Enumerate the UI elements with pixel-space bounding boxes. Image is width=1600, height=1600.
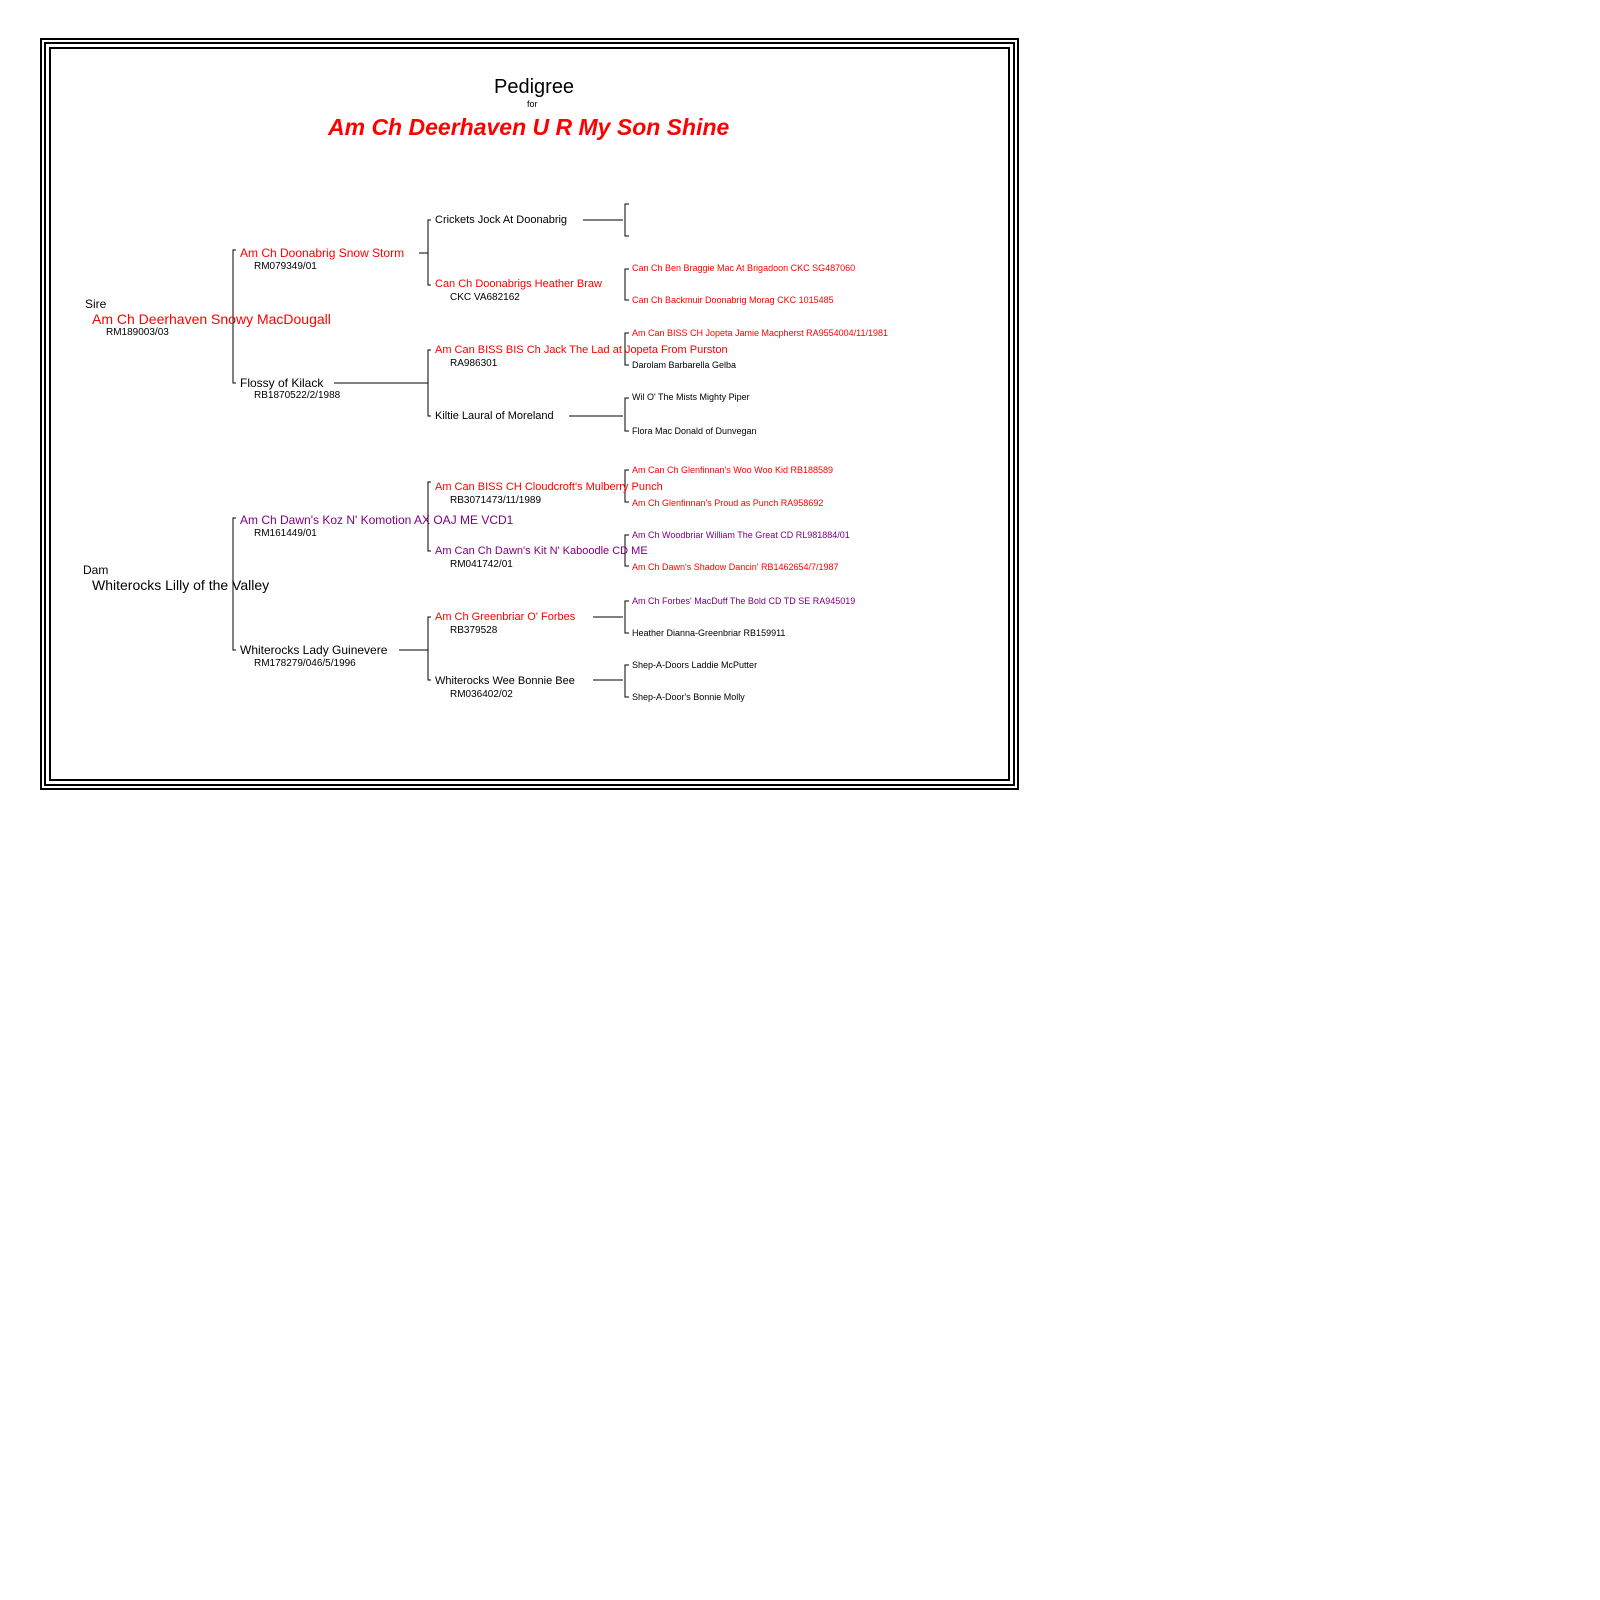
gen4-ancestor: Am Can BISS CH Jopeta Jamie Macpherst RA9554004/11/1981 (632, 328, 888, 338)
gen4-ancestor: Wil O' The Mists Mighty Piper (632, 392, 750, 402)
gen3-dd-dam-reg: RM036402/02 (450, 689, 513, 700)
sire-sire-name: Am Ch Doonabrig Snow Storm (240, 246, 405, 260)
sire-reg: RM189003/03 (106, 327, 169, 338)
dam-dam-name: Whiterocks Lady Guinevere (240, 643, 388, 657)
gen4-ancestor: Am Ch Forbes' MacDuff The Bold CD TD SE RA945019 (632, 596, 856, 606)
dam-dam-reg: RM178279/046/5/1996 (254, 658, 356, 669)
gen4-ancestor: Am Ch Dawn's Shadow Dancin' RB1462654/7/1987 (632, 562, 839, 572)
gen3-ds-sire-reg: RB3071473/11/1989 (450, 495, 542, 506)
gen3-sd-sire-reg: RA986301 (450, 358, 498, 369)
sire-dam-reg: RB1870522/2/1988 (254, 390, 341, 401)
sire-sire-reg: RM079349/01 (254, 261, 317, 272)
gen3-ds-sire: Am Can BISS CH Cloudcroft's Mulberry Punch (435, 481, 663, 493)
gen3-dd-sire-reg: RB379528 (450, 625, 498, 636)
dam-label: Dam (83, 563, 109, 577)
sire-label: Sire (85, 297, 107, 311)
dam-name: Whiterocks Lilly of the Valley (92, 577, 270, 593)
gen3-ss-dam-reg: CKC VA682162 (450, 292, 520, 303)
dam-sire-reg: RM161449/01 (254, 528, 317, 539)
gen3-ss-dam: Can Ch Doonabrigs Heather Braw (435, 278, 602, 290)
for-label: for (527, 99, 538, 109)
gen4-ancestor: Am Ch Woodbriar William The Great CD RL981884/01 (632, 530, 850, 540)
gen4-ancestor: Heather Dianna-Greenbriar RB159911 (632, 628, 786, 638)
sire-dam-name: Flossy of Kilack (240, 376, 324, 390)
subject-name: Am Ch Deerhaven U R My Son Shine (328, 114, 730, 140)
gen4-ancestor: Am Ch Glenfinnan's Proud as Punch RA958692 (632, 498, 824, 508)
gen3-ds-dam-reg: RM041742/01 (450, 559, 513, 570)
gen3-sd-sire: Am Can BISS BIS Ch Jack The Lad at Jopeta From Purston (435, 344, 728, 356)
gen4-ancestor: Can Ch Ben Braggie Mac At Brigadoon CKC SG487060 (632, 263, 856, 273)
gen4-ancestor: Darolam Barbarella Gelba (632, 360, 737, 370)
gen4-ancestor: Can Ch Backmuir Doonabrig Morag CKC 1015485 (632, 295, 834, 305)
page-title: Pedigree (494, 76, 575, 98)
gen3-ss-sire: Crickets Jock At Doonabrig (435, 214, 568, 226)
gen4-ancestor: Shep-A-Door's Bonnie Molly (632, 692, 745, 702)
gen4-ancestor: Shep-A-Doors Laddie McPutter (632, 660, 758, 670)
gen3-dd-dam: Whiterocks Wee Bonnie Bee (435, 675, 575, 687)
dam-sire-name: Am Ch Dawn's Koz N' Komotion AX OAJ ME VCD1 (240, 513, 514, 527)
gen3-sd-dam: Kiltie Laural of Moreland (435, 410, 554, 422)
gen3-ds-dam: Am Can Ch Dawn's Kit N' Kaboodle CD ME (435, 545, 648, 557)
sire-name: Am Ch Deerhaven Snowy MacDougall (92, 311, 331, 327)
gen3-dd-sire: Am Ch Greenbriar O' Forbes (435, 611, 576, 623)
gen4-ancestor: Am Can Ch Glenfinnan's Woo Woo Kid RB188589 (632, 465, 833, 475)
gen4-ancestor: Flora Mac Donald of Dunvegan (632, 426, 757, 436)
